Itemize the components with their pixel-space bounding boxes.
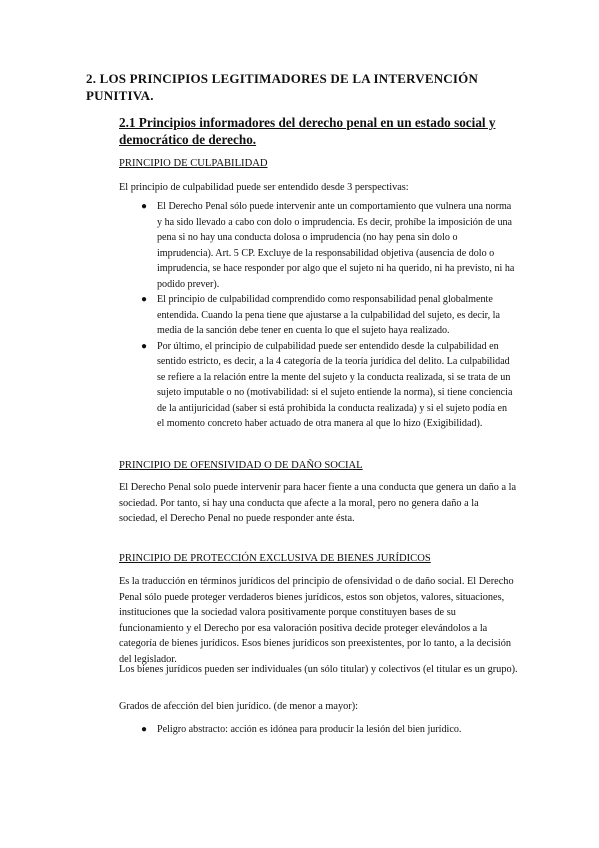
bullet-icon: ●: [141, 340, 148, 352]
bienes-paragraph-2: Los bienes jurídicos pueden ser individuales (un sólo titular) y colectivos (el titular es un grupo).: [119, 664, 518, 675]
culpabilidad-intro: El principio de culpabilidad puede ser entendido desde 3 perspectivas:: [119, 182, 409, 193]
bienes-paragraph-3: Grados de afección del bien jurídico. (de menor a mayor):: [119, 701, 359, 712]
ofensividad-text: El Derecho Penal solo puede intervenir para hacer fiente a una conducta que genera un daño a la sociedad. Por tanto, si hay una conducta que afecte a la moral, pero no genera daño a la sociedad, el Derecho Penal no puede responder ante ésta.: [119, 482, 517, 524]
list-item-text: Peligro abstracto: acción es idónea para producir la lesión del bien jurídico.: [157, 724, 462, 735]
section-title-ofensividad: PRINCIPIO DE OFENSIVIDAD O DE DAÑO SOCIAL: [119, 460, 363, 471]
section-title-culpabilidad: PRINCIPIO DE CULPABILIDAD: [119, 158, 268, 169]
bullet-icon: ●: [141, 201, 148, 212]
list-item-text: El Derecho Penal sólo puede intervenir ante un comportamiento que vulnera una norma y ha sido llevado a cabo con dolo o imprudencia. Es decir, prohíbe la imposición de una pena si no hay una conducta dolosa o imprudencia (no hay pena sin dolo o imprudencia). Art. 5 CP. Excluye de la responsabilidad objetiva (ausencia de dolo o imprudencia, se hace responder por algo que el sujeto ni ha querido, ni ha previsto, ni ha podido prever).: [157, 201, 515, 290]
bienes-bullet-list: [0, 722, 537, 738]
list-item: [0, 339, 515, 432]
list-item: [0, 199, 515, 292]
culpabilidad-bullet-list: [0, 199, 515, 432]
section-title-bienes: PRINCIPIO DE PROTECCIÓN EXCLUSIVA DE BIENES JURÍDICOS: [119, 553, 431, 564]
list-item: [0, 722, 537, 738]
bienes-paragraph-1: Es la traducción en términos jurídicos del principio de ofensividad o de daño social. El Derecho Penal sólo puede proteger verdaderos bienes jurídicos, estos son objetos, valores, situaciones, instituciones que la sociedad valora positivamente porque constituyen bases de su funcionamiento y el Derecho por esa valoración positiva decide proteger elevándolos a la categoría de bienes jurídicos. Esos bienes jurídicos son preexistentes, por lo tanto, a la decisión del legislador.: [119, 576, 514, 665]
main-heading: 2. LOS PRINCIPIOS LEGITIMADORES DE LA INTERVENCIÓN PUNITIVA.: [86, 71, 479, 103]
subheading: 2.1 Principios informadores del derecho penal en un estado social y democrático de derecho.: [119, 115, 496, 147]
bullet-icon: ●: [141, 724, 148, 735]
list-item-text: Por último, el principio de culpabilidad puede ser entendido desde la culpabilidad en sentido estricto, es decir, a la 4 categoría de la teoría jurídica del delito. La culpabilidad se refiere a la relación entre la mente del sujeto y la conducta realizada, si se trata de un sujeto imputable o no (motivabilidad: si el sujeto entiende la norma), si tiene conciencia de la antijuricidad (saber si está prohibida la conducta realizada) y si el sujeto podía en el momento concreto haber actuado de otra manera al que lo hizo (Exigibilidad).: [157, 340, 513, 429]
list-item-text: El principio de culpabilidad comprendido como responsabilidad penal globalmente entendida. Cuando la pena tiene que ajustarse a la culpabilidad del sujeto, es decir, la media de la sanción debe tener en cuenta lo que el sujeto haya realizado.: [157, 294, 500, 336]
list-item: [0, 292, 515, 339]
bullet-icon: ●: [141, 294, 148, 305]
